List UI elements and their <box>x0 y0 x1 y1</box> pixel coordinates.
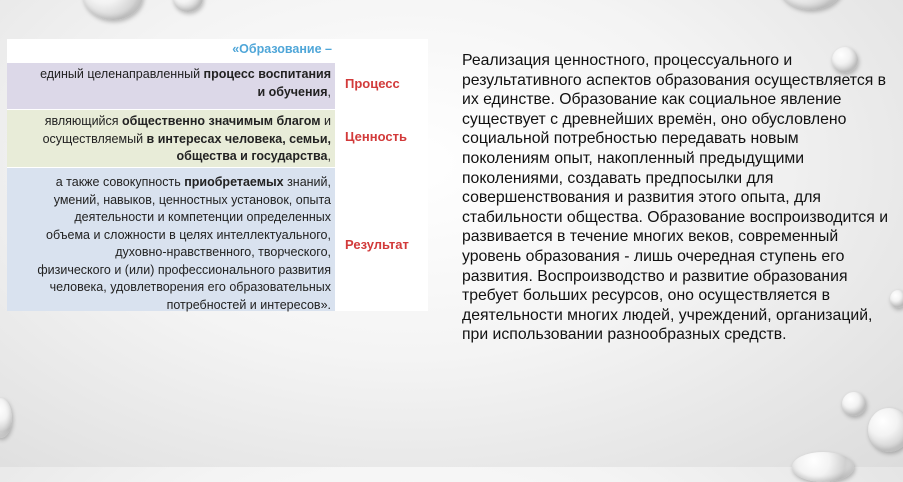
water-drop-decoration <box>842 392 866 416</box>
water-drop-decoration <box>173 0 203 12</box>
definition-line <box>19 131 331 149</box>
definition-line <box>19 279 331 297</box>
definition-text-bold: процесс воспитания <box>203 67 331 81</box>
body-paragraph: Реализация ценностного, процессуального и результативного аспектов образования осуществляется в их единстве. Образование как социальное явление существует с древнейших времён, оно обусловлено социальной потребностью передавать новым поколениям опыт, накопленный предыдущими поколениями, создавать предпосылки для совершенствования и развития этого опыта, для стабильности общества. Образование воспроизводится и развивается в течение многих веков, современный уровень образования - лишь очередная ступень его развития. Воспроизводство и развитие образования требует больших ресурсов, оно осуществляется в деятельности многих людей, учреждений, организаций, при использовании разнообразных средств. <box>462 52 889 344</box>
definition-text-bold: и обучения <box>257 84 328 99</box>
water-drop-decoration <box>792 452 854 482</box>
definition-line <box>19 192 331 210</box>
definition-text: а также совокупность <box>55 175 185 189</box>
definition-text-bold: общества и государства <box>176 149 328 163</box>
definition-text: , <box>327 149 331 163</box>
definition-line <box>19 209 331 227</box>
water-drop-decoration <box>0 398 12 438</box>
definition-text: знаний, <box>283 175 331 189</box>
definition-line <box>19 174 331 192</box>
definition-text: являющийся <box>44 114 123 128</box>
water-drop-decoration <box>779 0 843 10</box>
definition-text: осуществляемый <box>42 131 147 146</box>
definition-row-process <box>7 63 335 109</box>
definition-text: единый целенаправленный <box>40 67 204 81</box>
education-definition-figure <box>7 39 428 311</box>
definition-text: и <box>320 114 331 128</box>
definition-row-value <box>7 110 335 167</box>
definition-line <box>19 66 331 84</box>
definition-text: потребностей и интересов». <box>166 297 331 312</box>
water-drop-decoration <box>868 408 903 452</box>
definition-text: , <box>327 84 331 99</box>
definition-text: объема и сложности в целях интеллектуального, <box>46 227 331 242</box>
definition-line <box>19 244 331 262</box>
tag-result: Результат <box>345 237 409 252</box>
definition-text-bold: в интересах человека, семьи, <box>146 131 331 146</box>
tag-process: Процесс <box>345 76 400 91</box>
definition-title: «Образование – <box>232 42 332 56</box>
definition-text: человека, удовлетворения его образовательных <box>49 280 331 294</box>
definition-line <box>19 84 331 102</box>
tag-value: Ценность <box>345 129 407 144</box>
water-drop-decoration <box>83 0 143 20</box>
water-drop-decoration <box>890 290 903 308</box>
definition-text: деятельности и компетенции определенных <box>74 210 331 224</box>
definition-line <box>19 297 331 315</box>
definition-text: духовно-нравственного, творческого, <box>115 245 331 259</box>
definition-line <box>19 113 331 131</box>
definition-line <box>19 262 331 280</box>
definition-text-bold: общественно значимым благом <box>122 114 321 128</box>
definition-text: физического и (или) профессионального развития <box>37 262 331 277</box>
definition-line <box>19 148 331 166</box>
definition-row-result <box>7 168 335 311</box>
definition-text: умений, навыков, ценностных установок, опыта <box>53 192 331 207</box>
definition-text-bold: приобретаемых <box>184 175 284 189</box>
definition-line <box>19 227 331 245</box>
